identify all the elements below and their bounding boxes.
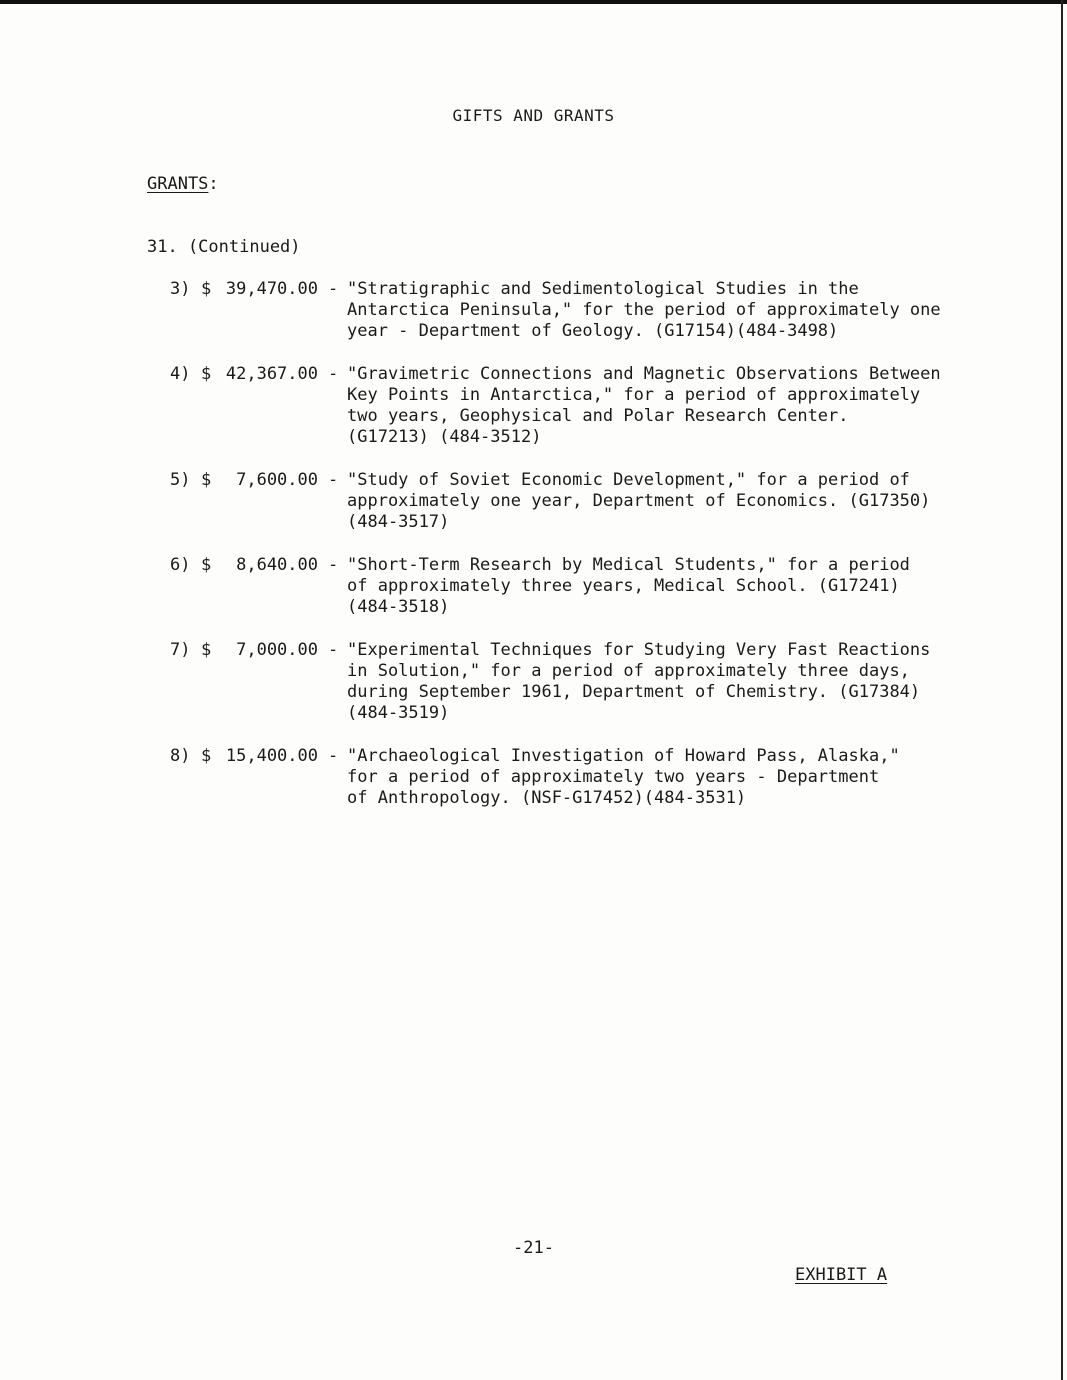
- grant-dash: -: [328, 470, 339, 490]
- grant-number: 4): [170, 364, 191, 384]
- grant-description: "Archaeological Investigation of Howard Pass, Alaska," for a period of approximately two years - Department of Anthropology. (NSF-G17452)(484-3531): [347, 746, 900, 808]
- grant-number: 7): [170, 640, 191, 660]
- section-heading-label: GRANTS: [147, 174, 209, 194]
- grant-amount: 39,470.00: [225, 279, 318, 299]
- grant-dash: -: [328, 640, 339, 660]
- grant-description: "Gravimetric Connections and Magnetic Observations Between Key Points in Antarctica," for a period of approximately two years, Geophysical and Polar Research Center. (G17213) (484-3512): [347, 364, 941, 447]
- section-heading-colon: :: [208, 174, 219, 194]
- page-number: -21-: [513, 1238, 554, 1258]
- grant-description: "Experimental Techniques for Studying Very Fast Reactions in Solution," for a period of approximately three days, during September 1961, Department of Chemistry. (G17384) (484-3519): [347, 640, 931, 723]
- grant-dash: -: [328, 555, 339, 575]
- grant-amount: 7,000.00: [236, 640, 318, 660]
- grant-description: "Stratigraphic and Sedimentological Studies in the Antarctica Peninsula," for the period of approximately one year - Department of Geology. (G17154)(484-3498): [347, 279, 941, 341]
- grant-number: 3): [170, 279, 191, 299]
- grant-dash: -: [328, 746, 339, 766]
- exhibit-label: EXHIBIT A: [795, 1265, 888, 1285]
- grant-amount: 8,640.00: [236, 555, 318, 575]
- grant-dollar-sign: $: [201, 364, 212, 384]
- grant-dollar-sign: $: [201, 279, 212, 299]
- grant-dash: -: [328, 279, 339, 299]
- grant-number: 8): [170, 746, 191, 766]
- scan-right-edge: [1061, 0, 1063, 1380]
- grant-amount: 42,367.00: [225, 364, 318, 384]
- grant-number: 5): [170, 470, 191, 490]
- grant-dollar-sign: $: [201, 746, 212, 766]
- continued-heading: 31. (Continued): [147, 237, 301, 257]
- scan-top-edge: [0, 0, 1067, 4]
- grant-dollar-sign: $: [201, 555, 212, 575]
- page-title: GIFTS AND GRANTS: [452, 106, 615, 125]
- grant-number: 6): [170, 555, 191, 575]
- grant-dollar-sign: $: [201, 640, 212, 660]
- grant-description: "Study of Soviet Economic Development," for a period of approximately one year, Department of Economics. (G17350) (484-3517): [347, 470, 931, 532]
- grant-amount: 15,400.00: [225, 746, 318, 766]
- grant-amount: 7,600.00: [236, 470, 318, 490]
- grant-description: "Short-Term Research by Medical Students," for a period of approximately three years, Medical School. (G17241) (484-3518): [347, 555, 910, 617]
- grant-dollar-sign: $: [201, 470, 212, 490]
- section-heading: [147, 174, 219, 194]
- grant-dash: -: [328, 364, 339, 384]
